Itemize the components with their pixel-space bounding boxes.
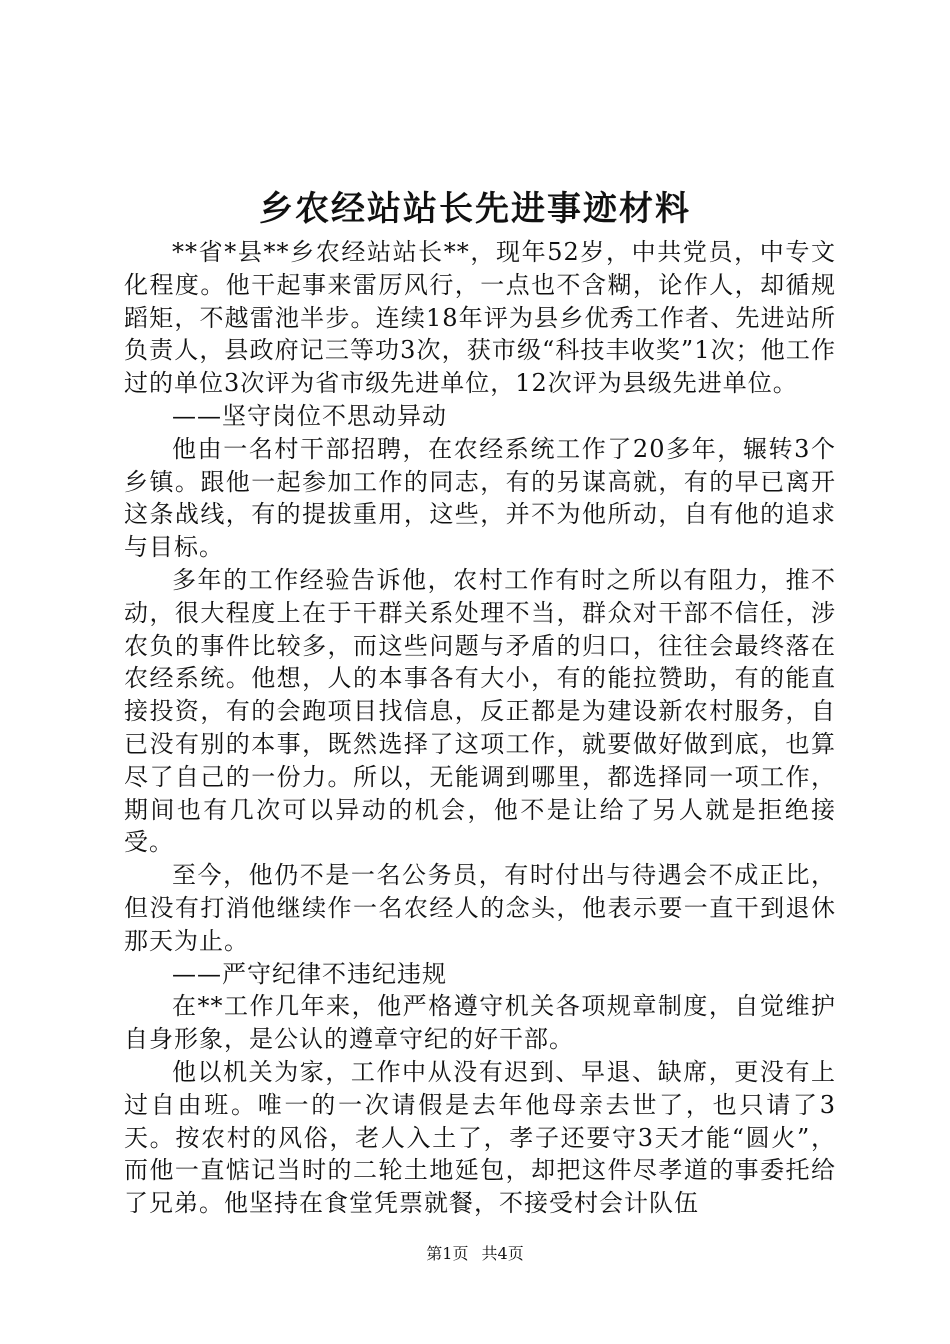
paragraph: 他由一名村干部招聘，在农经系统工作了20多年，辗转3个乡镇。跟他一起参加工作的同志，有的另谋高就，有的早已离开这条战线，有的提拔重用，这些，并不为他所动，自有他的追求与目标。 [124, 434, 836, 562]
page-footer [0, 1242, 950, 1266]
paragraph-intro: **省*县**乡农经站站长**，现年52岁，中共党员，中专文化程度。他干起事来雷厉风行，一点也不含糊，论作人，却循规蹈矩，不越雷池半步。连续18年评为县乡优秀工作者、先进站所负责人，县政府记三等功3次，获市级“科技丰收奖”1次；他工作过的单位3次评为省市级先进单位，12次评为县级先进单位。 [124, 238, 836, 398]
paragraph: 多年的工作经验告诉他，农村工作有时之所以有阻力，推不动，很大程度上在于干群关系处理不当，群众对干部不信任，涉农负的事件比较多，而这些问题与矛盾的归口，往往会最终落在农经系统。他想，人的本事各有大小，有的能拉赞助，有的能直接投资，有的会跑项目找信息，反正都是为建设新农村服务，自已没有别的本事，既然选择了这项工作，就要做好做到底，也算尽了自己的一份力。所以，无能调到哪里，都选择同一项工作，期间也有几次可以异动的机会，他不是让给了另人就是拒绝接受。 [124, 565, 836, 857]
paragraph: 在**工作几年来，他严格遵守机关各项规章制度，自觉维护自身形象，是公认的遵章守纪的好干部。 [124, 992, 836, 1054]
page-number: 第1页 [426, 1244, 469, 1263]
document-body [124, 236, 836, 1220]
paragraph: 他以机关为家，工作中从没有迟到、早退、缺席，更没有上过自由班。唯一的一次请假是去年他母亲去世了，也只请了3天。按农村的风俗，老人入土了，孝子还要守3天才能“圆火”，而他一直惦记当时的二轮土地延包，却把这件尽孝道的事委托给了兄弟。他坚持在食堂凭票就餐，不接受村会计队伍 [124, 1057, 836, 1218]
paragraph: 至今，他仍不是一名公务员，有时付出与待遇会不成正比，但没有打消他继续作一名农经人的念头，他表示要一直干到退休那天为止。 [124, 861, 836, 955]
page-total: 共4页 [481, 1244, 524, 1263]
section-heading-1: ——坚守岗位不思动异动 [172, 401, 447, 430]
section-heading-2: ——严守纪律不违纪违规 [172, 959, 447, 988]
document-title: 乡农经站站长先进事迹材料 [259, 189, 691, 229]
